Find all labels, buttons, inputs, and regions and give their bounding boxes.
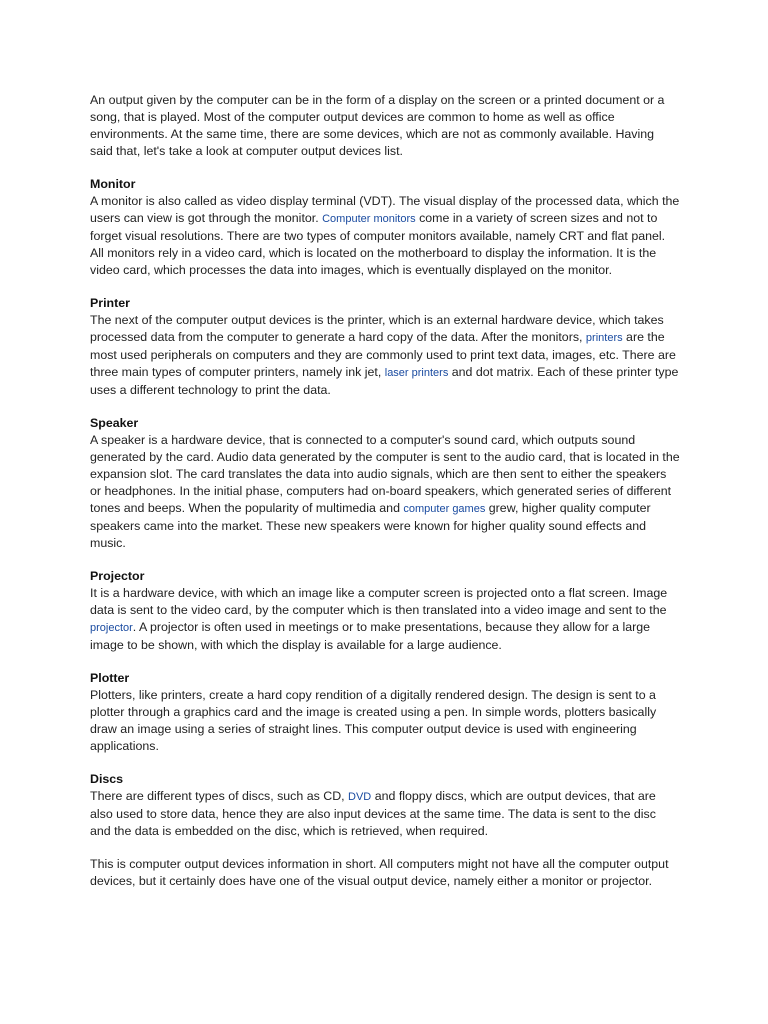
body-text: and dot matrix. Each of these printer type uses a different technology to print the data. (90, 365, 679, 397)
section-body (90, 788, 680, 840)
body-text: A speaker is a hardware device, that is connected to a computer's sound card, which outputs sound generated by the card. Audio data generated by the computer is sent to the audio card, that is located in the expansion slot. The card translates the data into audio signals, which are then sent to either the speakers or headphones. In the initial phase, computers had on-board speakers, which generated series of different tones and beeps. When the popularity of multimedia and (90, 433, 680, 515)
section-printer (90, 295, 680, 399)
section-heading: Projector (90, 569, 145, 583)
body-text: A monitor is also called as video display terminal (VDT). The visual display of the processed data, which the users can view is got through the monitor. (90, 194, 680, 225)
section-body (90, 585, 680, 654)
section-body (90, 193, 680, 279)
body-text: and floppy discs, which are output devices, that are also used to store data, hence they are also input devices at the same time. The data is sent to the disc and the data is embedded on the disc, which is retrieved, when required. (90, 789, 656, 838)
body-text: There are different types of discs, such as CD, (90, 789, 349, 803)
section-heading: Printer (90, 296, 130, 310)
body-text: The next of the computer output devices is the printer, which is an external hardware device, which takes processed data from the computer to generate a hard copy of the data. After the monitors, (90, 313, 664, 344)
section-plotter (90, 670, 680, 755)
laser-printers-link[interactable]: laser printers (384, 367, 449, 379)
body-text: . A projector is often used in meetings or to make presentations, because they allow for a large image to be shown, with which the display is available for a large audience. (90, 620, 651, 652)
conclusion-paragraph: This is computer output devices information in short. All computers might not have all the computer output devices, but it certainly does have one of the visual output device, namely either a monitor or projector. (90, 857, 669, 888)
section-heading: Plotter (90, 671, 130, 685)
section-body (90, 432, 680, 552)
body-text: are the most used peripherals on computers and they are commonly used to print text data, images, etc. There are three main types of computer printers, namely ink jet, (90, 330, 676, 379)
body-text: come in a variety of screen sizes and not to forget visual resolutions. There are two types of computer monitors available, namely CRT and flat panel. All monitors rely in a video card, which is located on the motherboard to display the information. It is the video card, which processes the data into images, which is eventually displayed on the monitor. (90, 211, 666, 277)
document-page (90, 92, 680, 906)
intro-paragraph: An output given by the computer can be in the form of a display on the screen or a printed document or a song, that is played. Most of the computer output devices are common to home as well as office environments. At the same time, there are some devices, which are not as commonly available. Having said that, let's take a look at computer output devices list. (90, 93, 665, 158)
section-projector (90, 568, 680, 654)
computer-monitors-link[interactable]: Computer monitors (322, 213, 416, 225)
section-monitor (90, 176, 680, 279)
section-heading: Discs (90, 772, 124, 786)
section-heading: Speaker (90, 416, 139, 430)
body-text: It is a hardware device, with which an image like a computer screen is projected onto a flat screen. Image data is sent to the video card, by the computer which is then translated into a video image and sent to the (90, 586, 668, 617)
section-heading: Monitor (90, 177, 136, 191)
section-body: Plotters, like printers, create a hard copy rendition of a digitally rendered design. The design is sent to a plotter through a graphics card and the image is created using a pen. In simple words, plotters basically draw an image using a series of straight lines. This computer output device is used with engineering applications. (90, 688, 657, 753)
computer-games-link[interactable]: computer games (403, 503, 486, 515)
projector-link[interactable]: projector (90, 622, 133, 634)
printers-link[interactable]: printers (585, 332, 623, 344)
section-discs (90, 771, 680, 840)
dvd-link[interactable]: DVD (348, 791, 372, 803)
section-body (90, 312, 680, 399)
section-speaker (90, 415, 680, 552)
body-text: grew, higher quality computer speakers came into the market. These new speakers were known for higher quality sound effects and music. (90, 501, 651, 550)
